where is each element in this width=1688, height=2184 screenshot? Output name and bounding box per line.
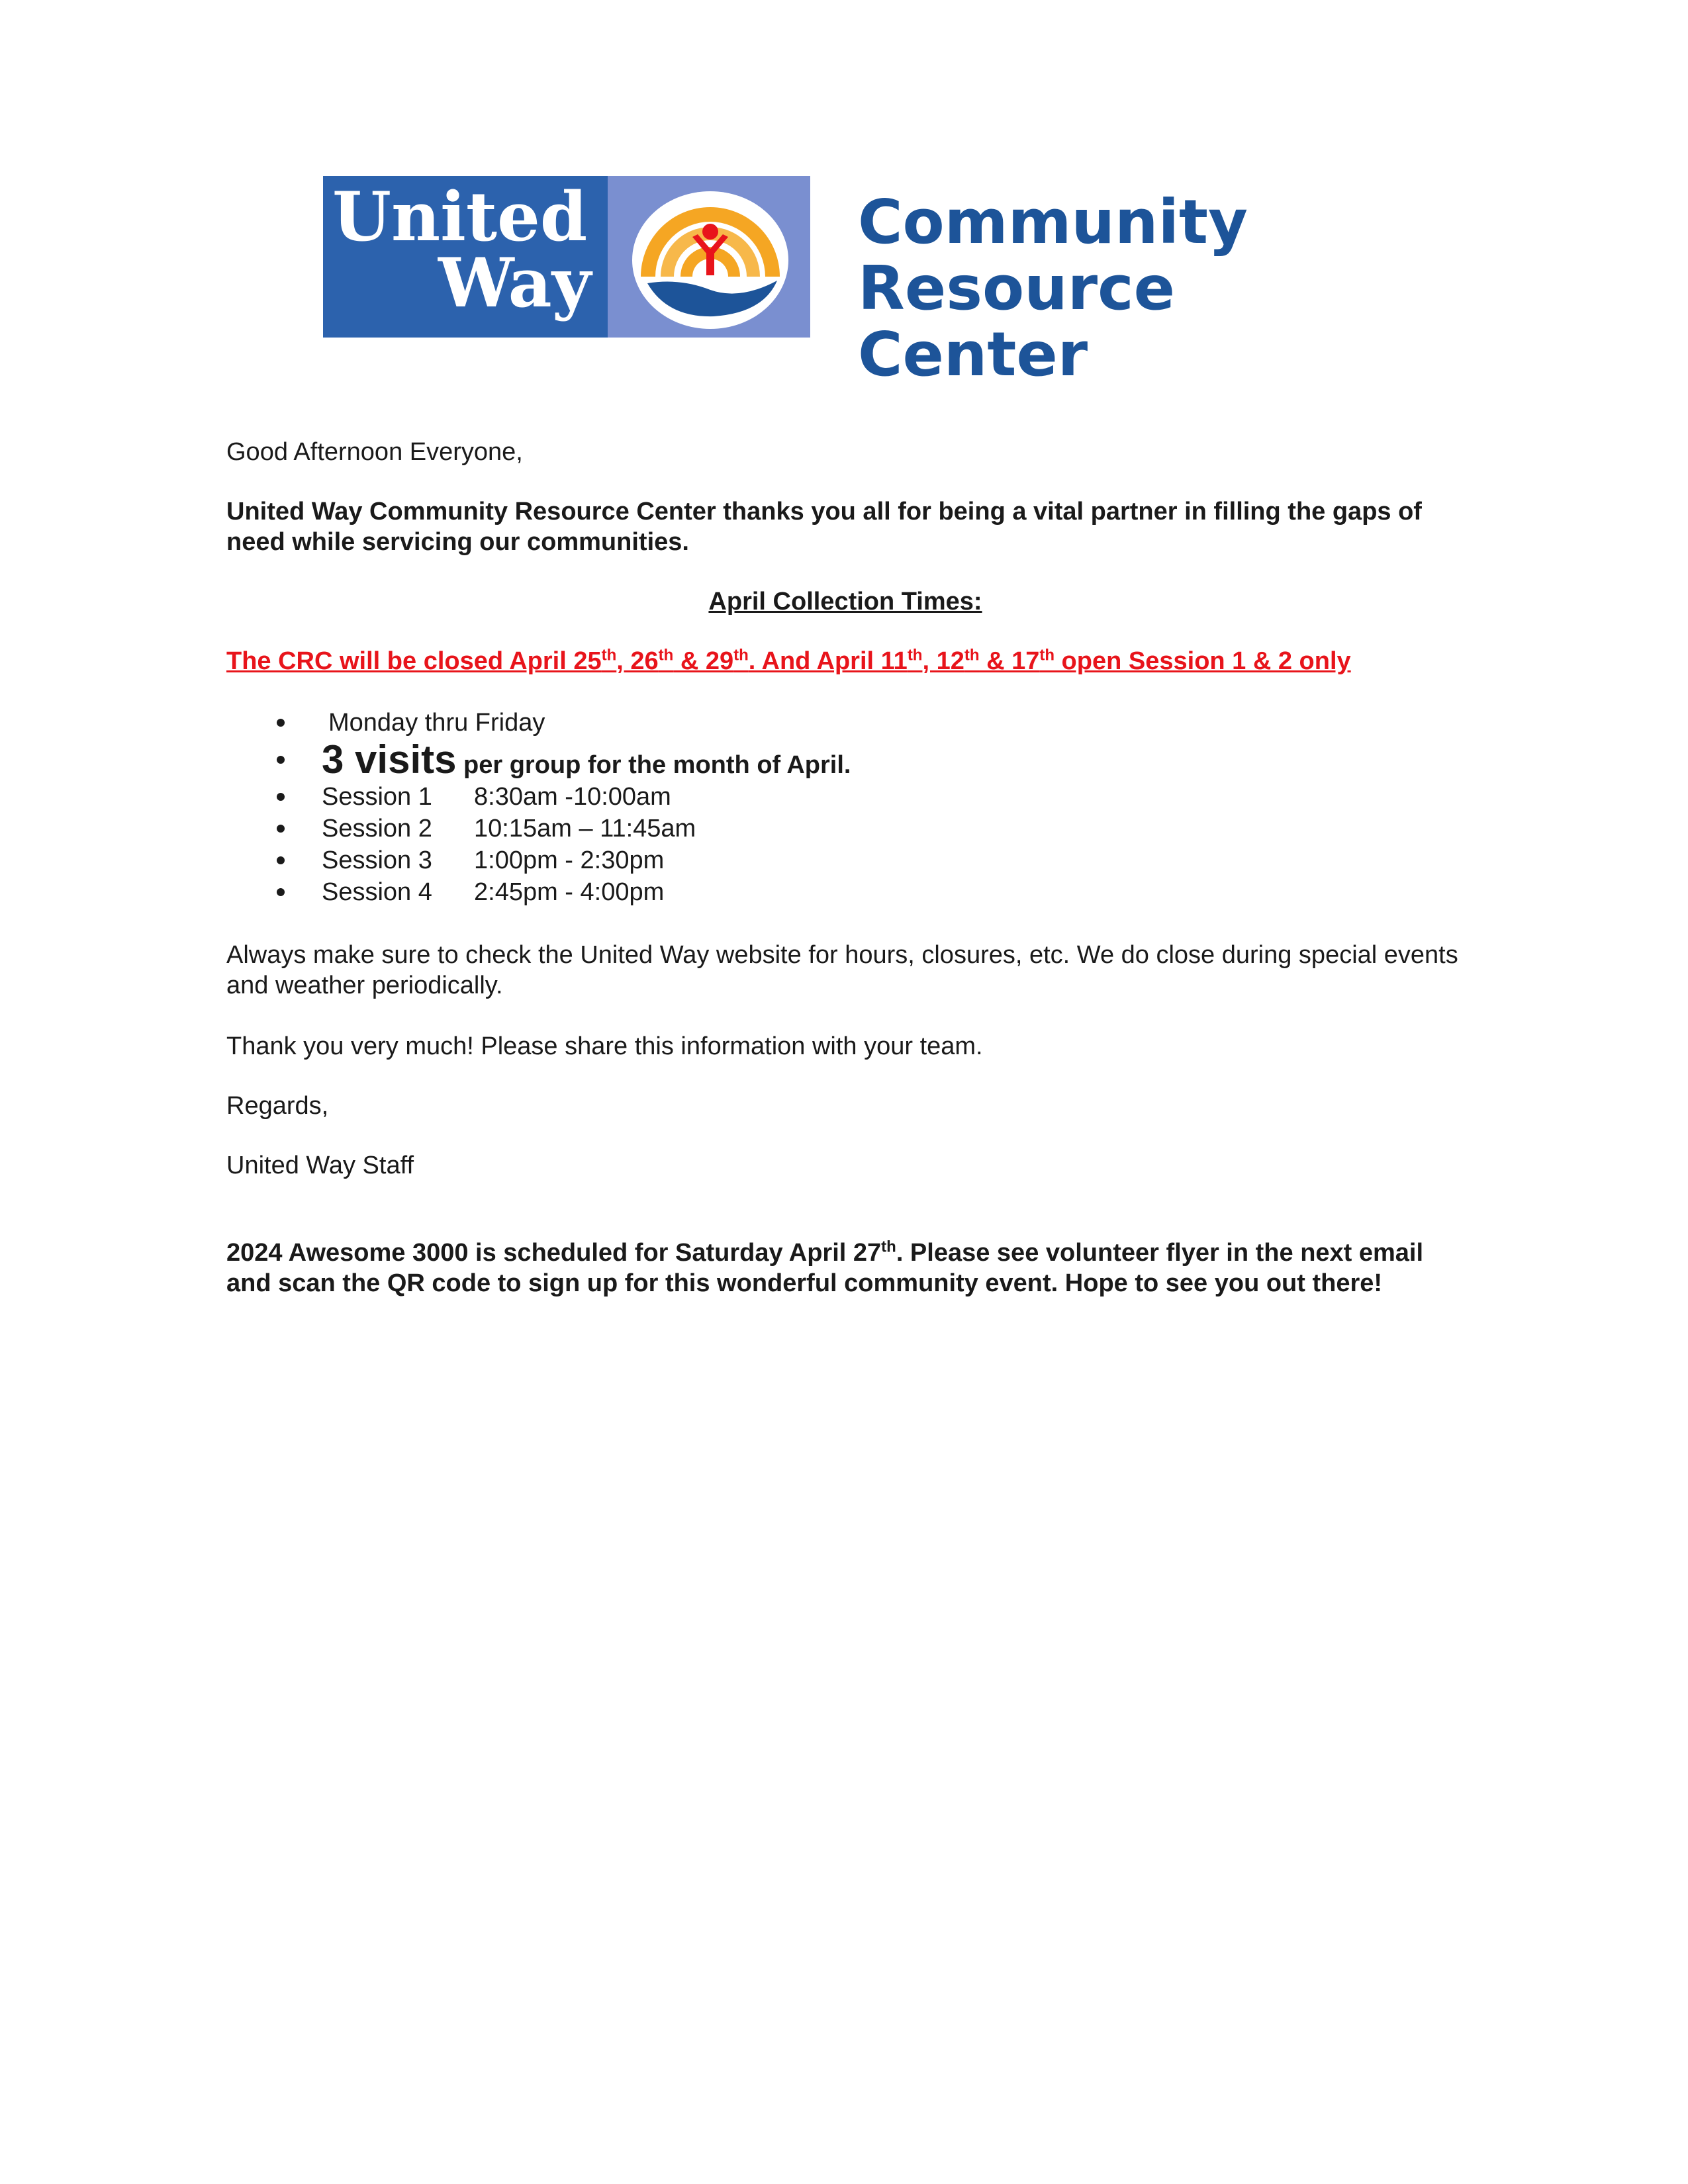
closure-sup: th	[601, 646, 617, 664]
closure-sup: th	[907, 646, 923, 664]
closure-text: & 29	[673, 647, 734, 675]
closure-text: . And April 11	[748, 647, 908, 675]
closure-sup: th	[1039, 646, 1055, 664]
logo-blue-panel	[323, 176, 608, 338]
thanks-paragraph: United Way Community Resource Center thanks you all for being a vital partner in filling the gaps of need while servicing our communities.	[226, 498, 1422, 556]
closure-notice	[226, 646, 1464, 676]
logo-word-way: Way	[438, 244, 592, 323]
session-name: Session 3	[322, 846, 432, 874]
session-time: 1:00pm - 2:30pm	[474, 846, 665, 874]
days-text: Monday thru Friday	[328, 709, 545, 737]
session-time: 2:45pm - 4:00pm	[474, 878, 665, 906]
closure-text: , 12	[922, 647, 964, 675]
bullet-icon	[277, 888, 285, 896]
closure-text: , 26	[616, 647, 659, 675]
list-item	[226, 876, 1464, 908]
closure-text: open Session 1 & 2 only	[1055, 647, 1351, 675]
bullet-icon	[277, 756, 285, 764]
logo-title-line2: Resource Center	[858, 253, 1176, 390]
closure-sup: th	[733, 646, 749, 664]
website-note: Always make sure to check the United Way website for hours, closures, etc. We do close during special events and weather periodically.	[226, 941, 1458, 999]
visits-text: per group for the month of April.	[456, 751, 851, 779]
logo-title-line1: Community	[858, 187, 1248, 257]
regards: Regards,	[226, 1092, 329, 1120]
closure-sup: th	[964, 646, 980, 664]
logo-title	[858, 189, 1382, 388]
signature: United Way Staff	[226, 1152, 414, 1179]
logo-word-united: United	[332, 177, 588, 257]
bullet-icon	[277, 825, 285, 833]
bullet-icon	[277, 793, 285, 801]
closure-text: The CRC will be closed April 25	[226, 647, 602, 675]
list-item	[226, 739, 1464, 781]
event-announcement	[226, 1238, 1464, 1298]
event-text: . Please see volunteer flyer in the next email and scan the QR code to sign up for this wonderful community event. Hope to see you out there!	[226, 1239, 1424, 1297]
session-time: 10:15am – 11:45am	[474, 815, 696, 842]
collection-heading: April Collection Times:	[708, 588, 982, 615]
united-way-hand-rainbow-icon	[628, 184, 793, 330]
session-time: 8:30am -10:00am	[474, 783, 671, 811]
thank-you-line: Thank you very much! Please share this information with your team.	[226, 1032, 983, 1060]
logo-wordmark	[332, 177, 604, 323]
schedule-list	[226, 707, 1464, 908]
session-name: Session 2	[322, 815, 432, 842]
list-item	[226, 844, 1464, 876]
visits-count: 3 visits	[322, 737, 457, 782]
united-way-logo	[323, 176, 1382, 390]
session-name: Session 1	[322, 783, 432, 811]
event-sup: th	[881, 1238, 896, 1256]
letter-body	[226, 437, 1464, 1298]
closure-sup: th	[658, 646, 674, 664]
event-text: 2024 Awesome 3000 is scheduled for Saturday April 27	[226, 1239, 882, 1267]
list-item	[226, 707, 1464, 739]
list-item	[226, 781, 1464, 813]
bullet-icon	[277, 856, 285, 864]
session-name: Session 4	[322, 878, 432, 906]
bullet-icon	[277, 719, 285, 727]
greeting: Good Afternoon Everyone,	[226, 438, 523, 466]
closure-text: & 17	[979, 647, 1040, 675]
list-item	[226, 813, 1464, 844]
